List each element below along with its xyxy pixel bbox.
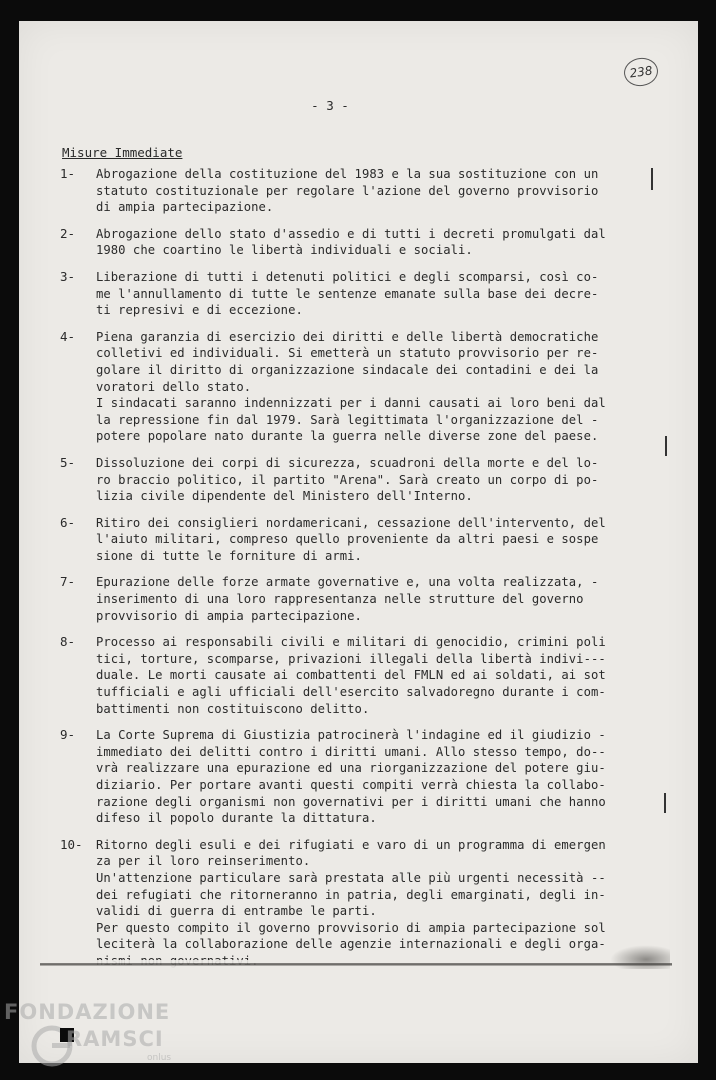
measure-number: 8- <box>60 634 76 650</box>
text-line: za per il loro reinserimento. <box>96 854 311 869</box>
measure-text <box>96 166 660 216</box>
text-line: tufficiali e agli ufficiali dell'esercito salvadoregno durante i com- <box>96 685 606 700</box>
text-line: leciterà la collaborazione delle agenzie internazionali e degli orga- <box>96 937 606 952</box>
text-line: tici, torture, scomparse, privazioni illegali della libertà indivi--- <box>96 651 606 666</box>
text-line: La Corte Suprema di Giustizia patrocinerà l'indagine ed il giudizio - <box>96 728 606 743</box>
text-line: lizia civile dipendente del Ministero dell'Interno. <box>96 489 473 504</box>
measure-item-3 <box>60 269 660 319</box>
text-line: Epurazione delle forze armate governative e, una volta realizzata, - <box>96 575 599 590</box>
measure-text <box>96 515 660 565</box>
text-line: di ampia partecipazione. <box>96 200 274 215</box>
text-line: I sindacati saranno indennizzati per i danni causati ai loro beni dal <box>96 396 606 411</box>
text-line: razione degli organismi non governativi per i diritti umani che hanno <box>96 794 606 809</box>
text-line: golare il diritto di organizzazione sindacale dei contadini e dei la <box>96 362 599 377</box>
measure-text <box>96 455 660 505</box>
page-number: - 3 - <box>311 98 349 113</box>
measure-text <box>96 226 660 259</box>
text-line: Per questo compito il governo provvisorio di ampia partecipazione sol <box>96 920 606 935</box>
measure-number: 7- <box>60 574 76 590</box>
bottom-rule <box>40 960 672 968</box>
measure-item-9 <box>60 727 660 827</box>
text-line: Ritorno degli esuli e dei rifugiati e varo di un programma di emergen <box>96 837 606 852</box>
measure-item-5 <box>60 455 660 505</box>
text-line: Processo ai responsabili civili e militari di genocidio, crimini poli <box>96 635 606 650</box>
archive-page-stamp-number: 238 <box>628 63 654 81</box>
measure-item-8 <box>60 634 660 717</box>
text-line: Dissoluzione dei corpi di sicurezza, scuadroni della morte e del lo- <box>96 455 599 470</box>
measure-number: 5- <box>60 454 76 470</box>
text-line: la repressione fin dal 1979. Sarà legittimata l'organizzazione del - <box>96 412 599 427</box>
text-line: diziario. Per portare avanti questi compiti verrà chiesta la collabo- <box>96 778 606 792</box>
section-heading: Misure Immediate <box>62 145 183 160</box>
measure-text <box>96 269 660 319</box>
measure-number: 9- <box>60 727 76 743</box>
text-line: difeso il popolo durante la dittatura. <box>96 811 377 826</box>
measure-number: 1- <box>60 166 76 181</box>
measure-number: 2- <box>60 225 76 241</box>
text-line: validi di guerra di entrambe le parti. <box>96 904 377 919</box>
measures-list <box>60 166 660 980</box>
measure-item-4 <box>60 329 660 445</box>
text-line: me l'annullamento di tutte le sentenze emanate sulla base dei decre- <box>96 286 599 301</box>
margin-mark <box>651 168 653 190</box>
margin-mark <box>665 436 667 456</box>
text-line: Ritiro dei consiglieri nordamericani, cessazione dell'intervento, del <box>96 515 606 530</box>
text-line: vrà realizzare una epurazione ed una riorganizzazione del potere giu- <box>96 761 606 776</box>
measure-text <box>96 837 660 970</box>
text-line: statuto costituzionale per regolare l'azione del governo provvisorio <box>96 183 599 198</box>
text-line: ti represivi e di eccezione. <box>96 303 303 318</box>
text-line: 1980 che coartino le libertà individuali e sociali. <box>96 243 473 258</box>
measure-item-2 <box>60 226 660 259</box>
measure-number: 3- <box>60 268 76 284</box>
text-line: ro braccio politico, il partito "Arena". Sarà creato un corpo di po- <box>96 472 599 487</box>
archive-watermark <box>4 1000 204 1080</box>
measure-item-10 <box>60 837 660 970</box>
text-line: immediato dei delitti contro i diritti umani. Allo stesso tempo, do-- <box>96 744 606 759</box>
text-line: Abrogazione dello stato d'assedio e di tutti i decreti promulgati dal <box>96 226 606 241</box>
text-line: inserimento di una loro rappresentanza nelle strutture del governo <box>96 592 584 607</box>
watermark-line-1: FONDAZIONE <box>4 1000 171 1024</box>
text-line: sione di tutte le forniture di armi. <box>96 548 362 563</box>
text-line: voratori dello stato. <box>96 379 252 394</box>
measure-number: 10- <box>60 836 83 852</box>
text-line: potere popolare nato durante la guerra nelle diverse zone del paese. <box>96 429 599 444</box>
text-line: Liberazione di tutti i detenuti politici e degli scomparsi, così co- <box>96 269 599 284</box>
text-line: battimenti non costituiscono delitto. <box>96 701 370 716</box>
text-line: l'aiuto militari, compreso quello proveniente da altri paesi e sospe <box>96 532 599 547</box>
ink-blot <box>610 945 670 969</box>
measure-number: 6- <box>60 514 76 530</box>
watermark-suffix: onlus <box>147 1053 172 1063</box>
measure-item-1 <box>60 166 660 216</box>
measure-text <box>96 727 660 827</box>
text-line: Piena garanzia di esercizio dei diritti e delle libertà democratiche <box>96 329 599 344</box>
text-line: duale. Le morti causate ai combattenti del FMLN ed ai soldati, ai sot <box>96 668 606 683</box>
measure-number: 4- <box>60 328 76 344</box>
text-line: colletivi ed individuali. Si emetterà un statuto provvisorio per re- <box>96 346 599 361</box>
watermark-line-2: RAMSCI <box>66 1027 164 1051</box>
margin-mark <box>664 793 666 813</box>
text-line: dei refugiati che ritorneranno in patria, degli emarginati, degli in- <box>96 887 606 902</box>
measure-item-7 <box>60 574 660 624</box>
text-line: Un'attenzione particulare sarà prestata alle più urgenti necessità -- <box>96 870 606 885</box>
measure-text <box>96 634 660 717</box>
text-line: provvisorio di ampia partecipazione. <box>96 608 362 623</box>
measure-text <box>96 329 660 445</box>
measure-item-6 <box>60 515 660 565</box>
text-line: Abrogazione della costituzione del 1983 e la sua sostituzione con un <box>96 167 599 181</box>
measure-text <box>96 574 660 624</box>
